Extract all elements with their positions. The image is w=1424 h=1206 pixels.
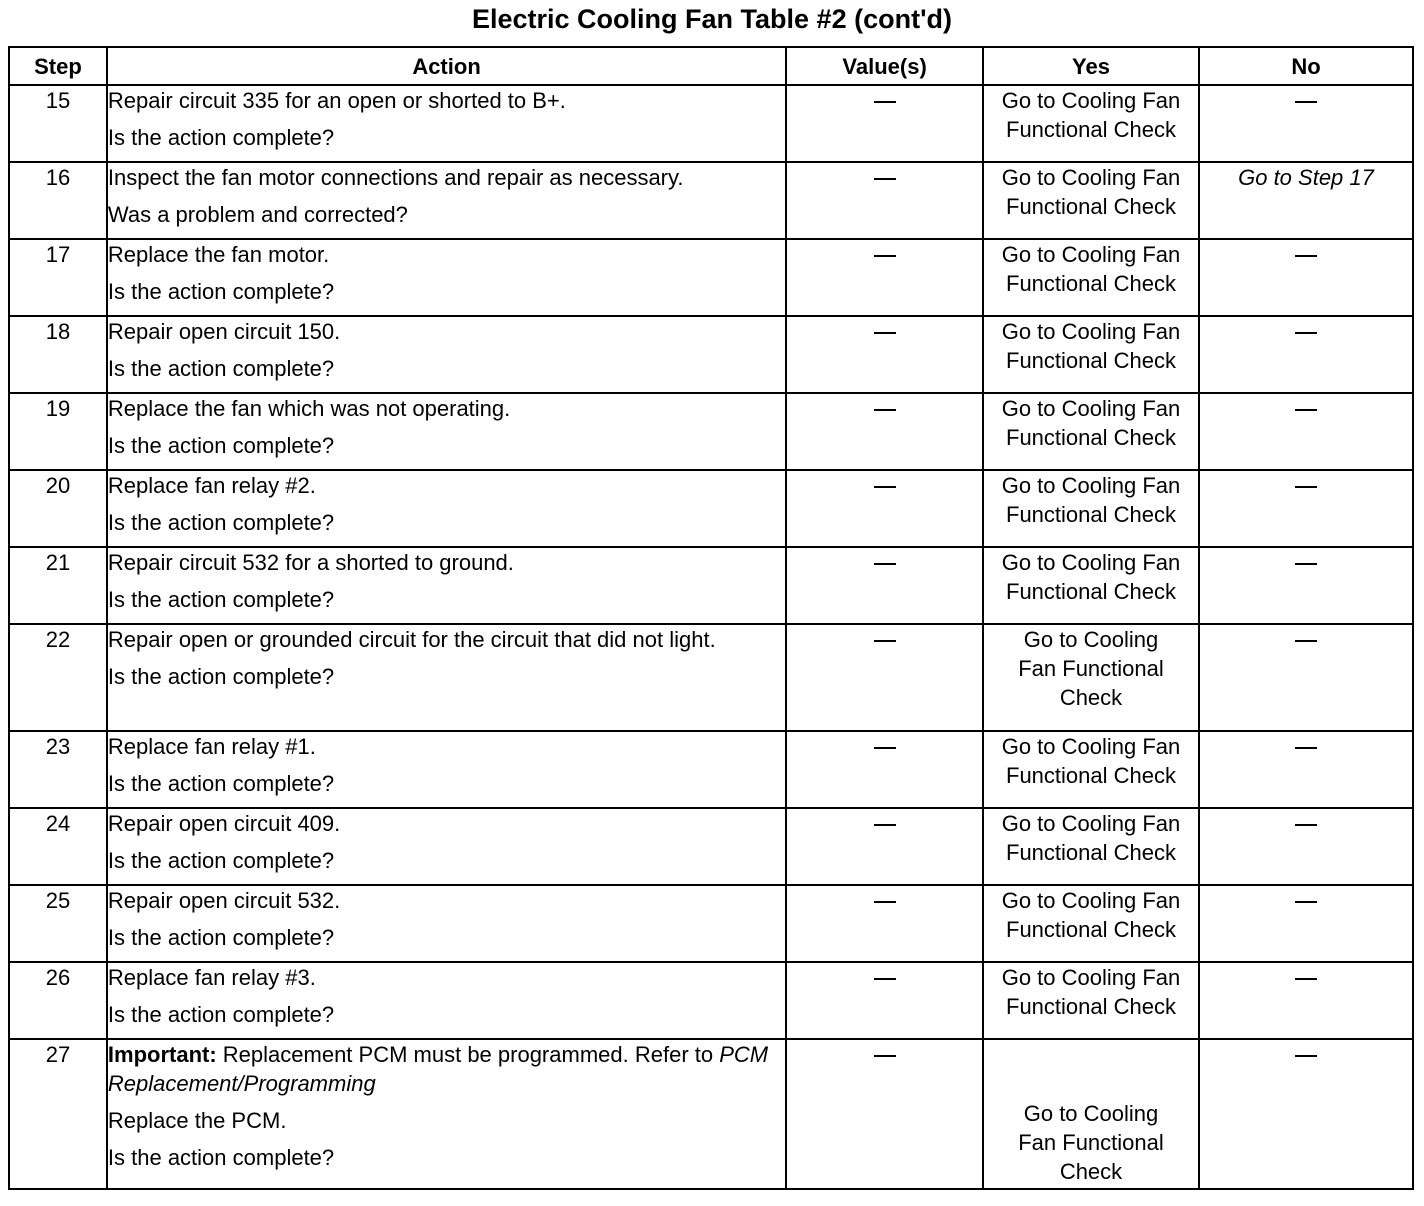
yes-line: Go to Cooling Fan xyxy=(1001,888,1181,913)
yes-line: Go to Cooling Fan xyxy=(1001,734,1181,759)
value-cell xyxy=(786,162,983,239)
step-number: 19 xyxy=(9,393,107,470)
action-question: Is the action complete? xyxy=(107,664,335,689)
no-cell xyxy=(1199,731,1413,808)
dash-icon xyxy=(1295,1055,1317,1057)
no-cell xyxy=(1199,624,1413,731)
yes-line: Check xyxy=(1059,1159,1123,1184)
dash-icon xyxy=(1295,901,1317,903)
dash-icon xyxy=(874,640,896,642)
action-question: Is the action complete? xyxy=(107,925,335,950)
dash-icon xyxy=(1295,978,1317,980)
yes-cell xyxy=(983,470,1199,547)
action-text: Repair open circuit 532. xyxy=(107,888,341,913)
action-cell xyxy=(107,547,786,624)
action-text: Repair open circuit 150. xyxy=(107,319,341,344)
yes-line: Go to Cooling Fan xyxy=(1001,550,1181,575)
yes-cell xyxy=(983,316,1199,393)
no-cell xyxy=(1199,85,1413,162)
action-text: Repair circuit 532 for a shorted to ground. xyxy=(107,550,514,575)
yes-line: Functional Check xyxy=(1006,194,1176,219)
table-row xyxy=(9,162,1413,239)
action-cell xyxy=(107,85,786,162)
value-cell xyxy=(786,808,983,885)
yes-line: Go to Cooling Fan xyxy=(1001,396,1181,421)
yes-line: Fan Functional xyxy=(1018,1130,1164,1155)
table-row xyxy=(9,547,1413,624)
step-number: 23 xyxy=(9,731,107,808)
step-number: 26 xyxy=(9,962,107,1039)
action-text: Repair open circuit 409. xyxy=(107,811,341,836)
dash-icon xyxy=(874,824,896,826)
action-text: Replace fan relay #2. xyxy=(107,473,316,498)
table-row xyxy=(9,962,1413,1039)
value-cell xyxy=(786,624,983,731)
table-row xyxy=(9,393,1413,470)
header-values: Value(s) xyxy=(786,47,983,85)
yes-cell xyxy=(983,731,1199,808)
dash-icon xyxy=(1295,486,1317,488)
table-row xyxy=(9,731,1413,808)
dash-icon xyxy=(874,901,896,903)
action-cell xyxy=(107,470,786,547)
dash-icon xyxy=(874,332,896,334)
action-cell xyxy=(107,162,786,239)
action-cell xyxy=(107,316,786,393)
dash-icon xyxy=(874,101,896,103)
action-question: Is the action complete? xyxy=(107,771,335,796)
value-cell xyxy=(786,962,983,1039)
dash-icon xyxy=(874,178,896,180)
step-number: 24 xyxy=(9,808,107,885)
no-text: Go to Step 17 xyxy=(1238,165,1374,190)
header-step: Step xyxy=(9,47,107,85)
dash-icon xyxy=(874,409,896,411)
dash-icon xyxy=(874,978,896,980)
action-question: Is the action complete? xyxy=(107,356,335,381)
dash-icon xyxy=(1295,255,1317,257)
no-cell xyxy=(1199,962,1413,1039)
dash-icon xyxy=(1295,101,1317,103)
no-cell xyxy=(1199,547,1413,624)
yes-line: Go to Cooling Fan xyxy=(1001,811,1181,836)
yes-line: Go to Cooling Fan xyxy=(1001,242,1181,267)
value-cell xyxy=(786,239,983,316)
yes-line: Functional Check xyxy=(1006,348,1176,373)
dash-icon xyxy=(874,747,896,749)
yes-line: Functional Check xyxy=(1006,502,1176,527)
action-cell xyxy=(107,731,786,808)
dash-icon xyxy=(874,255,896,257)
important-label: Important: xyxy=(107,1042,217,1067)
value-cell xyxy=(786,85,983,162)
action-text: Repair circuit 335 for an open or shorted to B+. xyxy=(107,88,566,113)
value-cell xyxy=(786,547,983,624)
dash-icon xyxy=(874,563,896,565)
dash-icon xyxy=(1295,640,1317,642)
step-number: 21 xyxy=(9,547,107,624)
dash-icon xyxy=(1295,409,1317,411)
action-question: Is the action complete? xyxy=(107,510,335,535)
yes-line: Functional Check xyxy=(1006,840,1176,865)
table-header-row xyxy=(9,47,1413,85)
yes-line: Go to Cooling Fan xyxy=(1001,165,1181,190)
value-cell xyxy=(786,393,983,470)
action-question: Is the action complete? xyxy=(107,848,335,873)
yes-cell xyxy=(983,239,1199,316)
no-cell xyxy=(1199,316,1413,393)
header-no: No xyxy=(1199,47,1413,85)
action-text: Replace the PCM. xyxy=(107,1108,287,1133)
value-cell xyxy=(786,731,983,808)
yes-cell xyxy=(983,547,1199,624)
action-question: Is the action complete? xyxy=(107,433,335,458)
dash-icon xyxy=(874,486,896,488)
table-row xyxy=(9,624,1413,731)
yes-line: Functional Check xyxy=(1006,917,1176,942)
table-row xyxy=(9,316,1413,393)
yes-line: Go to Cooling xyxy=(1023,627,1159,652)
value-cell xyxy=(786,316,983,393)
yes-cell xyxy=(983,85,1199,162)
table-row xyxy=(9,85,1413,162)
yes-line: Go to Cooling Fan xyxy=(1001,965,1181,990)
value-cell xyxy=(786,1039,983,1189)
yes-cell xyxy=(983,162,1199,239)
no-cell xyxy=(1199,393,1413,470)
action-cell xyxy=(107,808,786,885)
step-number: 16 xyxy=(9,162,107,239)
table-row xyxy=(9,239,1413,316)
action-text: Replace fan relay #3. xyxy=(107,965,316,990)
step-number: 15 xyxy=(9,85,107,162)
no-cell xyxy=(1199,885,1413,962)
yes-line: Go to Cooling Fan xyxy=(1001,473,1181,498)
dash-icon xyxy=(1295,332,1317,334)
step-number: 25 xyxy=(9,885,107,962)
action-text: Replace the fan which was not operating. xyxy=(107,396,511,421)
yes-line: Functional Check xyxy=(1006,271,1176,296)
dash-icon xyxy=(1295,747,1317,749)
step-number: 22 xyxy=(9,624,107,731)
page-title: Electric Cooling Fan Table #2 (cont'd) xyxy=(472,4,952,34)
yes-cell xyxy=(983,624,1199,731)
action-cell xyxy=(107,885,786,962)
yes-cell xyxy=(983,885,1199,962)
step-number: 27 xyxy=(9,1039,107,1189)
yes-cell xyxy=(983,962,1199,1039)
yes-line: Go to Cooling xyxy=(1023,1101,1159,1126)
action-text: Repair open or grounded circuit for the circuit that did not light. xyxy=(107,627,716,652)
action-question: Is the action complete? xyxy=(107,125,335,150)
yes-line: Functional Check xyxy=(1006,763,1176,788)
header-action: Action xyxy=(107,47,786,85)
no-cell xyxy=(1199,239,1413,316)
action-question: Is the action complete? xyxy=(107,1145,335,1170)
action-question: Is the action complete? xyxy=(107,587,335,612)
yes-line: Functional Check xyxy=(1006,994,1176,1019)
step-number: 20 xyxy=(9,470,107,547)
step-number: 18 xyxy=(9,316,107,393)
yes-cell xyxy=(983,393,1199,470)
yes-line: Check xyxy=(1059,685,1123,710)
dash-icon xyxy=(874,1055,896,1057)
table-row xyxy=(9,885,1413,962)
yes-line: Functional Check xyxy=(1006,579,1176,604)
yes-cell xyxy=(983,808,1199,885)
dash-icon xyxy=(1295,824,1317,826)
action-question: Is the action complete? xyxy=(107,1002,335,1027)
action-text: Replace the fan motor. xyxy=(107,242,330,267)
table-row xyxy=(9,808,1413,885)
yes-line: Functional Check xyxy=(1006,425,1176,450)
action-text: Replace fan relay #1. xyxy=(107,734,316,759)
action-cell xyxy=(107,624,786,731)
table-row xyxy=(9,1039,1413,1189)
yes-line: Go to Cooling Fan xyxy=(1001,319,1181,344)
yes-line: Functional Check xyxy=(1006,117,1176,142)
header-yes: Yes xyxy=(983,47,1199,85)
action-cell xyxy=(107,393,786,470)
action-question: Was a problem and corrected? xyxy=(107,202,408,227)
action-cell xyxy=(107,962,786,1039)
important-reference: PCM Replacement/Programming xyxy=(107,1042,769,1096)
diagnostic-table xyxy=(8,46,1414,1190)
yes-line: Go to Cooling Fan xyxy=(1001,88,1181,113)
value-cell xyxy=(786,885,983,962)
table-row xyxy=(9,470,1413,547)
value-cell xyxy=(786,470,983,547)
important-note xyxy=(108,1040,785,1098)
no-cell xyxy=(1199,162,1413,239)
action-text: Inspect the fan motor connections and repair as necessary. xyxy=(107,165,684,190)
no-cell xyxy=(1199,808,1413,885)
no-cell xyxy=(1199,470,1413,547)
action-cell xyxy=(107,1039,786,1189)
important-text: Replacement PCM must be programmed. Refer to xyxy=(222,1042,714,1067)
action-question: Is the action complete? xyxy=(107,279,335,304)
action-cell xyxy=(107,239,786,316)
dash-icon xyxy=(1295,563,1317,565)
step-number: 17 xyxy=(9,239,107,316)
yes-line: Fan Functional xyxy=(1018,656,1164,681)
no-cell xyxy=(1199,1039,1413,1189)
yes-cell xyxy=(983,1039,1199,1189)
